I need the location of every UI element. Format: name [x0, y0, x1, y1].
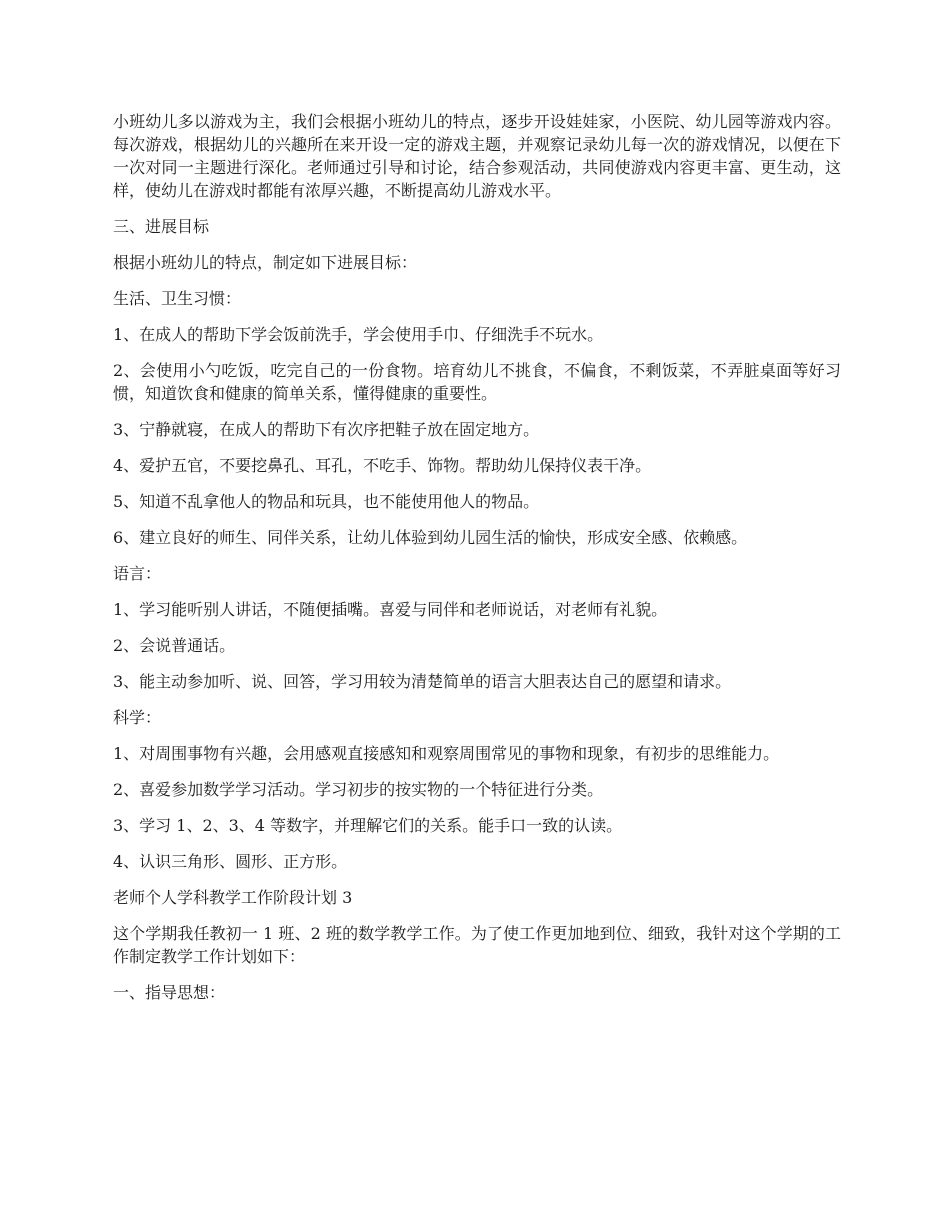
- list-item-hygiene-4: 4、爱护五官，不要挖鼻孔、耳孔，不吃手、饰物。帮助幼儿保持仪表干净。: [113, 456, 652, 475]
- section-title-plan-3: 老师个人学科教学工作阶段计划 3: [113, 888, 353, 907]
- list-item-hygiene-6: 6、建立良好的师生、同伴关系，让幼儿体验到幼儿园生活的愉快，形成安全感、依赖感。: [113, 528, 748, 547]
- list-item-science-2: 2、喜爱参加数学学习活动。学习初步的按实物的一个特征进行分类。: [113, 780, 604, 799]
- list-item-science-1: 1、对周围事物有兴趣，会用感观直接感知和观察周围常见的事物和现象，有初步的思维能力。: [113, 744, 780, 763]
- list-item-science-3: 3、学习 1、2、3、4 等数字，并理解它们的关系。能手口一致的认读。: [113, 816, 623, 835]
- list-item-hygiene-2: 2、会使用小勺吃饭，吃完自己的一份食物。培育幼儿不挑食，不偏食，不剩饭菜，不弄脏桌面等好习惯，知道饮食和健康的简单关系，懂得健康的重要性。: [113, 361, 841, 403]
- subheading-life-hygiene: 生活、卫生习惯：: [113, 289, 242, 308]
- list-item-hygiene-5: 5、知道不乱拿他人的物品和玩具，也不能使用他人的物品。: [113, 492, 540, 511]
- list-item-language-1: 1、学习能听别人讲话，不随便插嘴。喜爱与同伴和老师说话，对老师有礼貌。: [113, 600, 668, 619]
- list-item-science-4: 4、认识三角形、圆形、正方形。: [113, 852, 348, 871]
- list-item-hygiene-3: 3、宁静就寝，在成人的帮助下有次序把鞋子放在固定地方。: [113, 420, 540, 439]
- subheading-science: 科学：: [113, 708, 162, 727]
- list-item-language-2: 2、会说普通话。: [113, 636, 236, 655]
- paragraph-plan-intro: 这个学期我任教初一 1 班、2 班的数学教学工作。为了使工作更加地到位、细致，我针对这个学期的工作制定教学工作计划如下：: [113, 924, 841, 966]
- paragraph-games-intro: 小班幼儿多以游戏为主，我们会根据小班幼儿的特点，逐步开设娃娃家，小医院、幼儿园等游戏内容。每次游戏，根据幼儿的兴趣所在来开设一定的游戏主题，并观察记录幼儿每一次的游戏情况，以便在下一次对同一主题进行深化。老师通过引导和讨论，结合参观活动，共同使游戏内容更丰富、更生动，这样，使幼儿在游戏时都能有浓厚兴趣，不断提高幼儿游戏水平。: [113, 112, 841, 200]
- subheading-language: 语言：: [113, 564, 162, 583]
- paragraph-goals-intro: 根据小班幼儿的特点，制定如下进展目标：: [113, 253, 418, 272]
- heading-guiding-ideology: 一、指导思想：: [113, 983, 226, 1002]
- list-item-language-3: 3、能主动参加听、说、回答，学习用较为清楚简单的语言大胆表达自己的愿望和请求。: [113, 672, 732, 691]
- heading-development-goals: 三、进展目标: [113, 217, 210, 236]
- document-body: [113, 110, 841, 1017]
- list-item-hygiene-1: 1、在成人的帮助下学会饭前洗手，学会使用手巾、仔细洗手不玩水。: [113, 325, 604, 344]
